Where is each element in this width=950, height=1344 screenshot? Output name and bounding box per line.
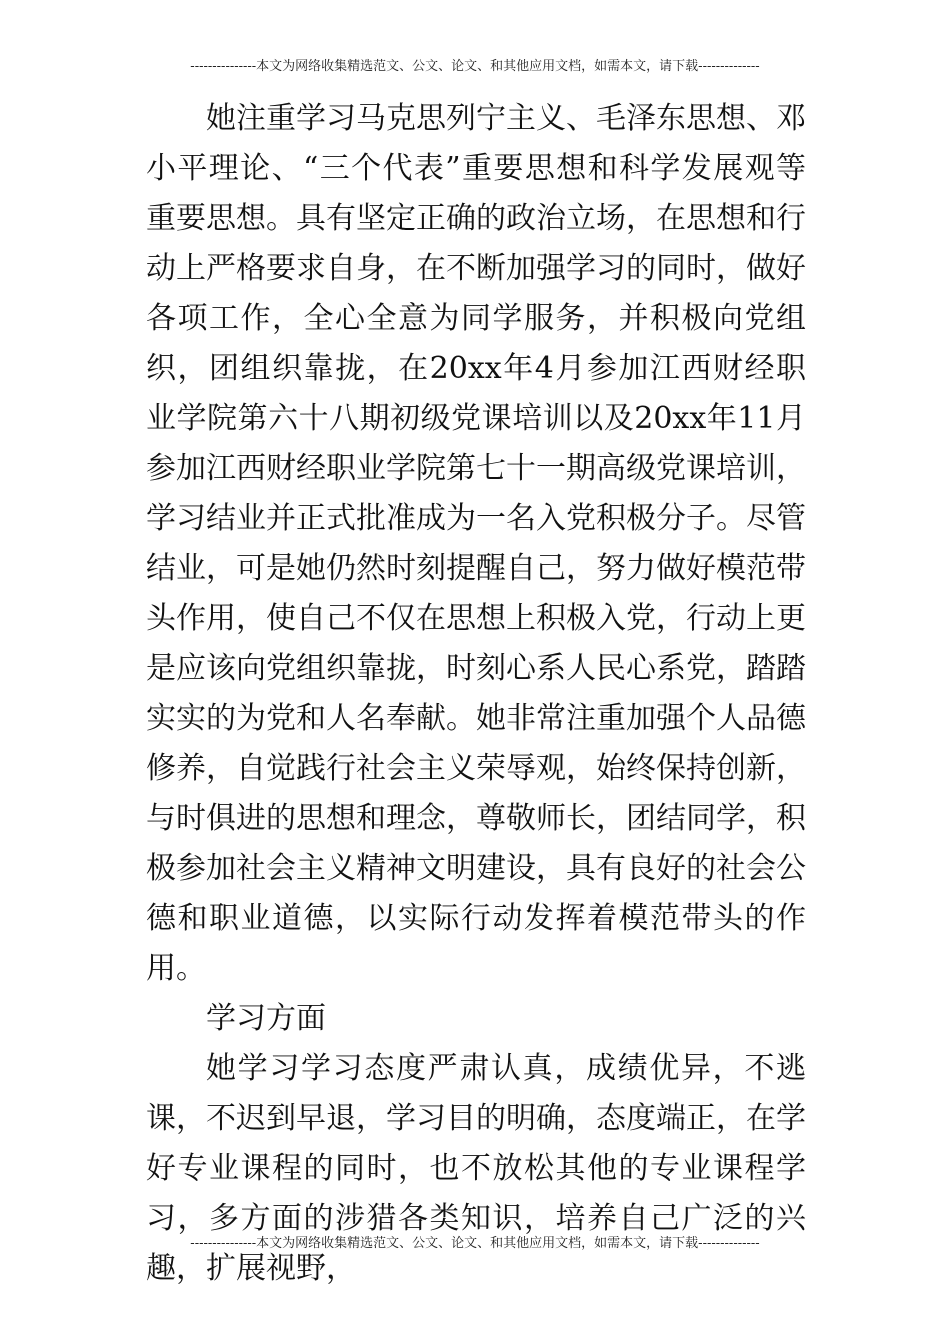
page-footer-notice: ---------------本文为网络收集精选范文、公文、论文、和其他应用文档，如需本文，请下载-------------- xyxy=(190,1236,760,1251)
section-heading-study: 学习方面 xyxy=(206,1001,326,1036)
page-header-notice: ---------------本文为网络收集精选范文、公文、论文、和其他应用文档，如需本文，请下载-------------- xyxy=(190,59,760,74)
paragraph-political-conduct: 她注重学习马克思列宁主义、毛泽东思想、邓小平理论、“三个代表”重要思想和科学发展观等重要思想。具有坚定正确的政治立场，在思想和行动上严格要求自身，在不断加强学习的同时，做好各项工作，全心全意为同学服务，并积极向党组织，团组织靠拢，在20xx年4月参加江西财经职业学院第六十八期初级党课培训以及20xx年11月参加江西财经职业学院第七十一期高级党课培训，学习结业并正式批准成为一名入党积极分子。尽管结业，可是她仍然时刻提醒自己，努力做好模范带头作用，使自己不仅在思想上积极入党，行动上更是应该向党组织靠拢，时刻心系人民心系党，踏踏实实的为党和人名奉献。她非常注重加强个人品德修养，自觉践行社会主义荣辱观，始终保持创新，与时俱进的思想和理念，尊敬师长，团结同学，积极参加社会主义精神文明建设，具有良好的社会公德和职业道德，以实际行动发挥着模范带头的作用。 xyxy=(146,101,806,986)
paragraph-study-attitude: 她学习学习态度严肃认真，成绩优异，不逃课，不迟到早退，学习目的明确，态度端正，在学好专业课程的同时，也不放松其他的专业课程学习，多方面的涉猎各类知识，培养自己广泛的兴趣，扩展视野， xyxy=(146,1051,806,1286)
document-body xyxy=(146,94,806,1294)
